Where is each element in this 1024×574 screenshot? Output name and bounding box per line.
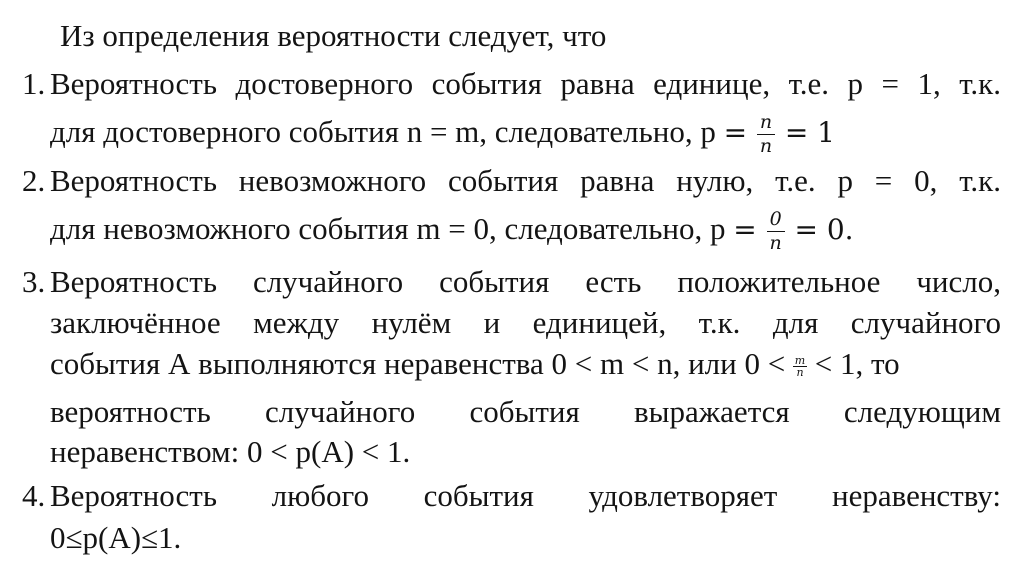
item-2-result: = 0. <box>794 213 854 246</box>
item-3-line-3-text: события А выполняются неравенства 0 < m < n, или 0 < <box>50 346 786 381</box>
item-2-line-2-text: для невозможного события m = 0, следовательно, p <box>50 211 726 246</box>
item-2-line-1: Вероятность невозможного события равна нулю, т.е. р = 0, т.к. <box>50 163 1001 198</box>
item-2-fraction-denominator: n <box>769 232 782 255</box>
item-1-line-2-text: для достоверного события n = m, следовательно, p <box>50 114 716 149</box>
item-1-fraction-numerator: n <box>757 113 775 135</box>
item-3-line-4: вероятность случайного события выражается следующим <box>50 394 1001 429</box>
item-1-result: = 1 <box>784 116 835 149</box>
item-4-line-2: 0≤р(А)≤1. <box>50 520 182 555</box>
item-3-line-3-tail: < 1, то <box>814 346 900 381</box>
item-1-number: 1. <box>22 66 46 101</box>
item-2-line-2 <box>50 205 1001 253</box>
item-1-fraction-denominator: n <box>759 135 773 158</box>
item-2-fraction-numerator: 0 <box>767 210 785 232</box>
item-1-line-2 <box>50 108 1001 156</box>
item-3-line-3 <box>50 340 1001 388</box>
intro-text: Из определения вероятности следует, что <box>60 18 607 53</box>
item-3-line-2: заключённое между нулём и единицей, т.к. для случайного <box>50 305 1001 340</box>
item-1-line-1: Вероятность достоверного события равна единице, т.е. р = 1, т.к. <box>50 66 1001 101</box>
item-3-line-1: Вероятность случайного события есть положительное число, <box>50 264 1001 299</box>
item-2-fraction <box>767 210 785 253</box>
item-4-number: 4. <box>22 478 46 513</box>
item-1-fraction <box>757 113 775 156</box>
item-3-fraction-denominator: n <box>796 366 804 380</box>
item-3-number: 3. <box>22 264 46 299</box>
item-3-fraction-numerator: m <box>794 354 806 368</box>
item-3-line-5: неравенством: 0 < р(А) < 1. <box>50 434 411 469</box>
item-4-line-1: Вероятность любого события удовлетворяет неравенству: <box>50 478 1001 513</box>
item-2-equals: = <box>733 213 757 246</box>
item-1-equals: = <box>723 116 748 149</box>
item-3-fraction <box>793 355 807 378</box>
item-2-number: 2. <box>22 163 46 198</box>
